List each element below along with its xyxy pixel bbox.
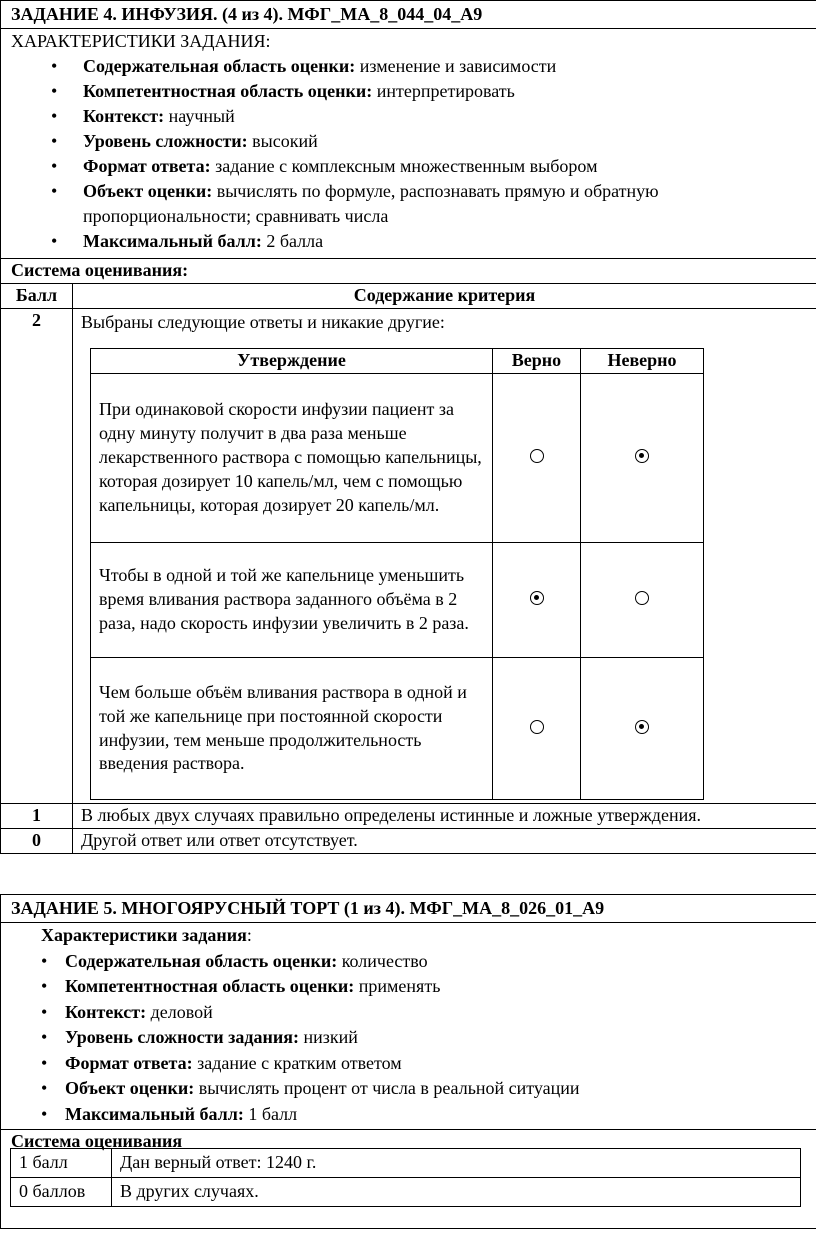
list-item: • Уровень сложности задания: низкий — [1, 1025, 816, 1051]
statement-text: Чем больше объём вливания раствора в одной и той же капельнице при постоянной скорости инфузии, тем меньше продолжительность введения раствора. — [91, 658, 493, 800]
header-true: Верно — [493, 349, 581, 374]
criterion-cell: В других случаях. — [112, 1178, 801, 1207]
score-cell: 1 балл — [11, 1149, 112, 1178]
list-item: • Объект оценки: вычислять процент от числа в реальной ситуации — [1, 1076, 816, 1102]
radio-false-selected — [635, 449, 649, 463]
score-0-text: Другой ответ или ответ отсутствует. — [73, 829, 816, 854]
list-item: • Объект оценки: вычислять по формуле, распознавать прямую и обратную пропорциональности; сравнивать числа — [11, 179, 796, 229]
list-item: • Компетентностная область оценки: интерпретировать — [11, 79, 796, 104]
table-row — [11, 1149, 801, 1178]
criterion-table — [90, 348, 704, 800]
task4-scoring-label: Система оценивания: — [1, 259, 816, 284]
task5-characteristics: Характеристики задания: • Содержательная область оценки: количество • Компетентностная область оценки: применять • Контекст: деловой • Уровень сложности задания: низкий • Формат ответа: задание с кратким ответом • Объект оценки: вычислять процент от числа в реальной ситуации • Максимальный балл: 1 балл — [1, 923, 816, 1130]
list-item: • Формат ответа: задание с кратким ответом — [1, 1051, 816, 1077]
list-item: • Максимальный балл: 1 балл — [1, 1102, 816, 1128]
list-item: • Содержательная область оценки: изменение и зависимости — [11, 54, 796, 79]
task5-scoring-label: Система оценивания — [11, 1131, 183, 1152]
list-item: • Формат ответа: задание с комплексным множественным выбором — [11, 154, 796, 179]
list-item: • Контекст: научный — [11, 104, 796, 129]
task4-characteristics-list — [11, 54, 816, 254]
list-item: • Максимальный балл: 2 балла — [11, 229, 796, 254]
column-header-score: Балл — [1, 284, 73, 309]
column-header-criterion: Содержание критерия — [73, 284, 816, 309]
task5-scoring-table — [10, 1148, 801, 1207]
radio-true — [530, 449, 544, 463]
radio-false — [635, 591, 649, 605]
score-1: 1 — [1, 804, 73, 829]
list-item: • Уровень сложности: высокий — [11, 129, 796, 154]
task5-characteristics-label: Характеристики задания — [41, 925, 247, 946]
task5-title: ЗАДАНИЕ 5. МНОГОЯРУСНЫЙ ТОРТ (1 из 4). МФГ_МА_8_026_01_А9 — [1, 895, 816, 923]
task4-characteristics — [1, 29, 816, 259]
score-1-text: В любых двух случаях правильно определены истинные и ложные утверждения. — [73, 804, 816, 829]
task4-title: ЗАДАНИЕ 4. ИНФУЗИЯ. (4 из 4). МФГ_МА_8_044_04_А9 — [1, 1, 816, 29]
list-item: • Компетентностная область оценки: применять — [1, 974, 816, 1000]
table-row — [11, 1178, 801, 1207]
criterion-cell: Дан верный ответ: 1240 г. — [112, 1149, 801, 1178]
score-2: 2 — [1, 309, 73, 804]
score-0: 0 — [1, 829, 73, 854]
header-false: Неверно — [581, 349, 704, 374]
statement-text: Чтобы в одной и той же капельнице уменьшить время вливания раствора заданного объёма в 2 раза, надо скорость инфузии увеличить в 2 раза. — [91, 543, 493, 658]
table-row — [91, 658, 704, 800]
table-row — [91, 543, 704, 658]
list-item: • Содержательная область оценки: количество — [1, 949, 816, 975]
score-cell: 0 баллов — [11, 1178, 112, 1207]
list-item: • Контекст: деловой — [1, 1000, 816, 1026]
task4-characteristics-label: ХАРАКТЕРИСТИКИ ЗАДАНИЯ: — [11, 31, 271, 52]
table-row — [91, 374, 704, 543]
radio-true-selected — [530, 591, 544, 605]
task5-characteristics-list — [1, 949, 816, 1128]
radio-false-selected — [635, 720, 649, 734]
header-statement: Утверждение — [91, 349, 493, 374]
radio-true — [530, 720, 544, 734]
score-2-text: Выбраны следующие ответы и никакие другие: — [73, 309, 816, 804]
statement-text: При одинаковой скорости инфузии пациент за одну минуту получит в два раза меньше лекарственного раствора с помощью капельницы, которая дозирует 10 капель/мл, чем с помощью капельницы, которая дозирует 20 капель/мл. — [91, 374, 493, 543]
